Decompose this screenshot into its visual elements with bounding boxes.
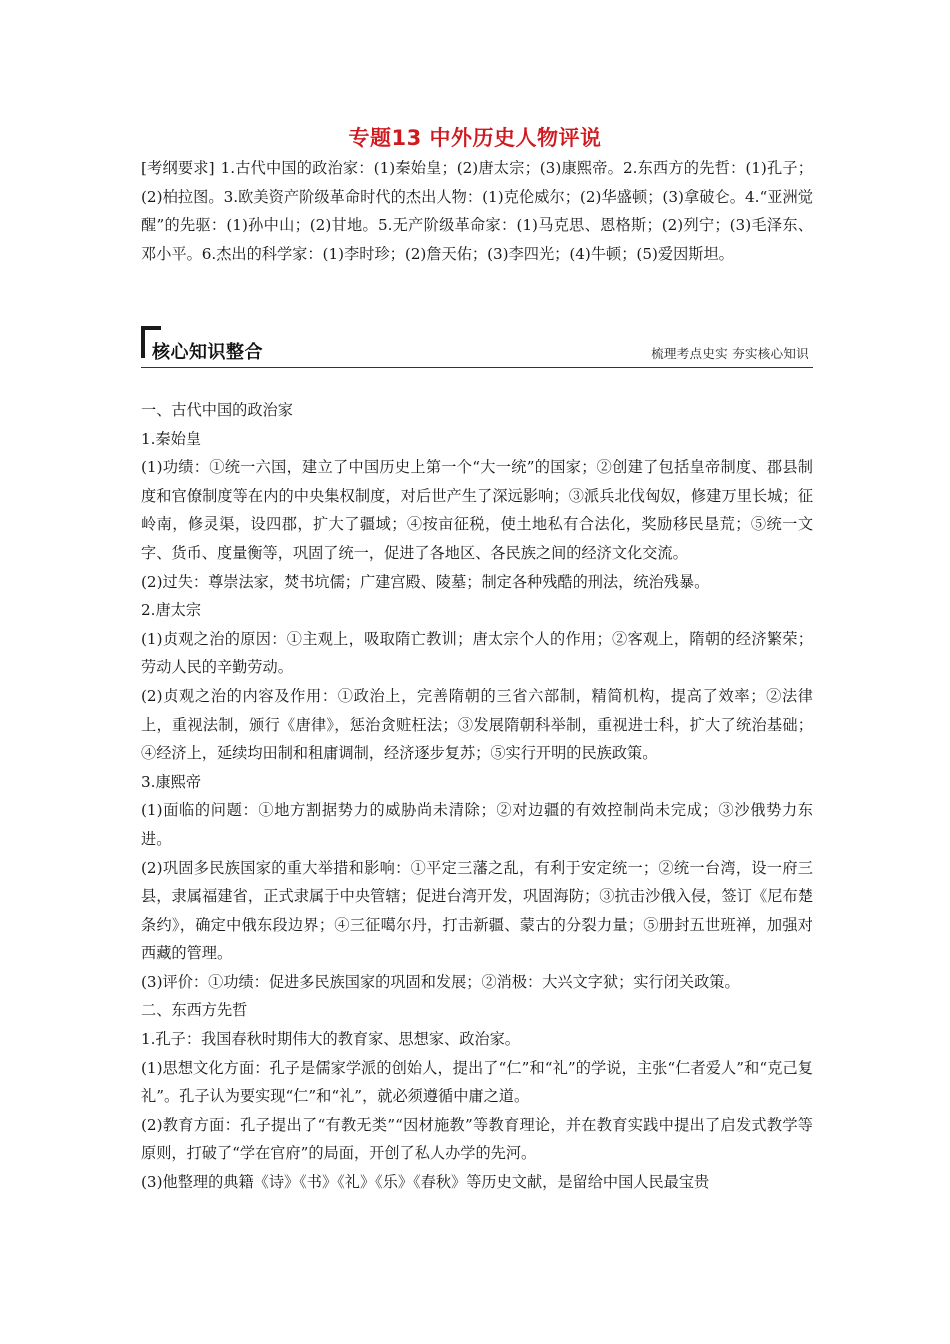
requirements-tag: [考纲要求] bbox=[141, 159, 215, 177]
banner-divider bbox=[141, 367, 813, 368]
banner-corner-mark-top bbox=[141, 326, 161, 330]
paragraph: (2)贞观之治的内容及作用：①政治上，完善隋朝的三省六部制，精简机构，提高了效率；②法律上，重视法制，颁行《唐律》，惩治贪赃枉法；③发展隋朝科举制，重视进士科，扩大了统治基础；④经济上，延续均田制和租庸调制，经济逐步复苏；⑤实行开明的民族政策。 bbox=[141, 686, 813, 763]
exam-requirements bbox=[141, 154, 813, 268]
body-text bbox=[141, 396, 813, 1197]
banner-corner-mark bbox=[141, 326, 145, 358]
paragraph: (3)他整理的典籍《诗》《书》《礼》《乐》《春秋》等历史文献，是留给中国人民最宝贵 bbox=[141, 1173, 710, 1192]
section-heading: 二、东西方先哲 bbox=[141, 1001, 248, 1020]
subsection-heading: 1.秦始皇 bbox=[141, 429, 202, 448]
section-banner bbox=[141, 326, 813, 368]
section-heading: 一、古代中国的政治家 bbox=[141, 401, 293, 419]
paragraph: (1)贞观之治的原因：①主观上，吸取隋亡教训；唐太宗个人的作用；②客观上，隋朝的经济繁荣；劳动人民的辛勤劳动。 bbox=[141, 629, 813, 677]
banner-title: 核心知识整合 bbox=[152, 342, 263, 363]
subsection-heading: 1.孔子：我国春秋时期伟大的教育家、思想家、政治家。 bbox=[141, 1030, 520, 1049]
subsection-heading: 3.康熙帝 bbox=[141, 772, 202, 791]
subsection-heading: 2.唐太宗 bbox=[141, 601, 202, 620]
paragraph: (1)面临的问题：①地方割据势力的威胁尚未清除；②对边疆的有效控制尚未完成；③沙俄势力东进。 bbox=[141, 801, 813, 848]
paragraph: (3)评价：①功绩：促进多民族国家的巩固和发展；②消极：大兴文字狱；实行闭关政策。 bbox=[141, 972, 740, 991]
paragraph: (1)思想文化方面：孔子是儒家学派的创始人，提出了“仁”和“礼”的学说，主张“仁者爱人”和“克己复礼”。孔子认为要实现“仁”和“礼”，就必须遵循中庸之道。 bbox=[141, 1058, 813, 1106]
paragraph: (2)巩固多民族国家的重大举措和影响：①平定三藩之乱，有利于安定统一；②统一台湾，设一府三县，隶属福建省，正式隶属于中央管辖；促进台湾开发，巩固海防；③抗击沙俄入侵，签订《尼布楚条约》，确定中俄东段边界；④三征噶尔丹，打击新疆、蒙古的分裂力量；⑤册封五世班禅，加强对西藏的管理。 bbox=[141, 858, 813, 963]
page-title: 专题13 中外历史人物评说 bbox=[348, 126, 602, 150]
paragraph: (1)功绩：①统一六国，建立了中国历史上第一个“大一统”的国家；②创建了包括皇帝制度、郡县制度和官僚制度等在内的中央集权制度，对后世产生了深远影响；③派兵北伐匈奴，修建万里长城；征岭南，修灵渠，设四郡，扩大了疆域；④按亩征税，使土地私有合法化，奖励移民垦荒；⑤统一文字、货币、度量衡等，巩固了统一，促进了各地区、各民族之间的经济文化交流。 bbox=[141, 458, 813, 562]
paragraph: (2)教育方面：孔子提出了“有教无类”“因材施教”等教育理论，并在教育实践中提出了启发式教学等原则，打破了“学在官府”的局面，开创了私人办学的先河。 bbox=[141, 1115, 813, 1163]
requirements-text: 1.古代中国的政治家：(1)秦始皇；(2)唐太宗；(3)康熙帝。2.东西方的先哲：(1)孔子；(2)柏拉图。3.欧美资产阶级革命时代的杰出人物：(1)克伦威尔；(2)华盛顿；(3)拿破仑。4.“亚洲觉醒”的先驱：(1)孙中山；(2)甘地。5.无产阶级革命家：(1)马克思、恩格斯；(2)列宁；(3)毛泽东、邓小平。6.杰出的科学家：(1)李时珍；(2)詹天佑；(3)李四光；(4)牛顿；(5)爱因斯坦。 bbox=[141, 159, 813, 263]
paragraph: (2)过失：尊崇法家，焚书坑儒；广建宫殿、陵墓；制定各种残酷的刑法，统治残暴。 bbox=[141, 572, 710, 591]
banner-subtitle: 梳理考点史实 夯实核心知识 bbox=[651, 346, 809, 361]
